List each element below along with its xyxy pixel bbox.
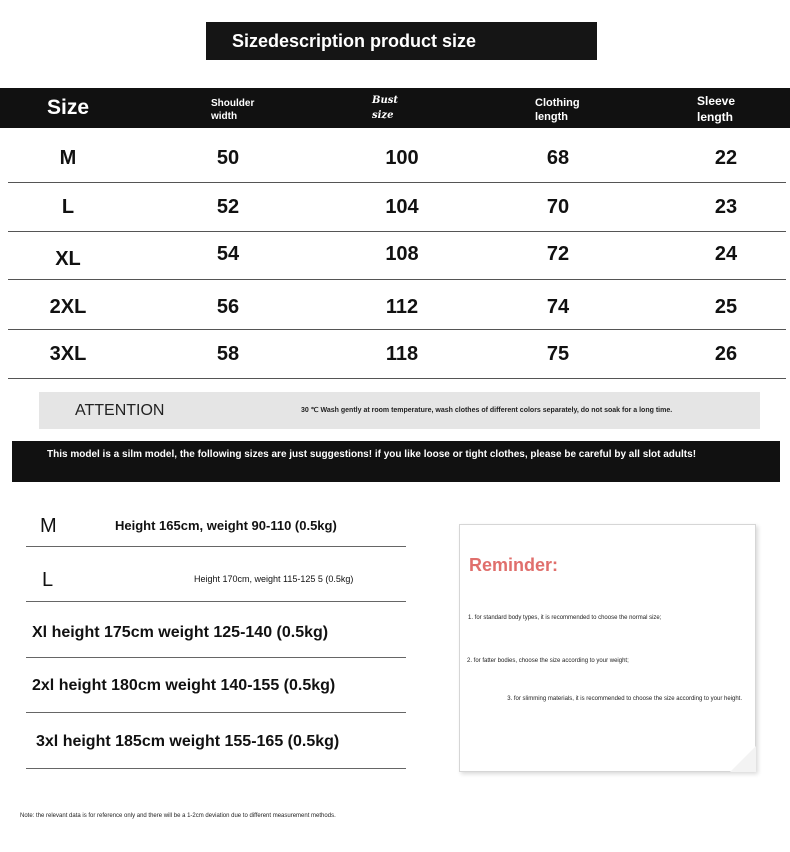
page-curl-decoration	[730, 746, 756, 772]
cell-shoulder: 58	[216, 343, 240, 365]
cell-shoulder: 50	[216, 147, 240, 169]
suggestion-divider	[26, 712, 406, 713]
reminder-card	[459, 524, 756, 772]
size-table-header	[0, 88, 790, 128]
cell-sleeve: 23	[714, 196, 738, 218]
cell-bust: 104	[385, 196, 419, 218]
cell-sleeve: 25	[714, 296, 738, 318]
cell-clothing: 68	[546, 147, 570, 169]
suggestion-2xl-text: 2xl height 180cm weight 140-155 (0.5kg)	[32, 677, 336, 694]
suggestion-l-letter: L	[42, 569, 54, 591]
cell-sleeve: 26	[714, 343, 738, 365]
suggestion-divider	[26, 768, 406, 769]
suggestion-3xl-text: 3xl height 185cm weight 155-165 (0.5kg)	[36, 733, 340, 750]
row-divider	[8, 378, 786, 379]
footnote: Note: the relevant data is for reference only and there will be a 1-2cm deviation due to different measurement methods.	[20, 813, 336, 819]
reminder-title: Reminder:	[469, 555, 559, 575]
table-row	[0, 343, 790, 393]
row-divider	[8, 231, 786, 232]
header-sleeve-length: Sleeve length	[697, 94, 736, 124]
table-row	[0, 243, 790, 293]
cell-bust: 118	[385, 343, 419, 365]
cell-size: 2XL	[49, 296, 87, 318]
row-divider	[8, 279, 786, 280]
suggestion-m-text: Height 165cm, weight 90-110 (0.5kg)	[115, 518, 337, 533]
header-bust-size: Bust size	[372, 95, 398, 121]
suggestion-divider	[26, 657, 406, 658]
reminder-item: 1. for standard body types, it is recommended to choose the normal size;	[468, 615, 662, 621]
suggestion-l-text: Height 170cm, weight 115-125 5 (0.5kg)	[194, 574, 354, 584]
cell-clothing: 70	[546, 196, 570, 218]
row-divider	[8, 329, 786, 330]
cell-shoulder: 52	[216, 196, 240, 218]
cell-bust: 100	[385, 147, 419, 169]
cell-sleeve: 22	[714, 147, 738, 169]
cell-clothing: 74	[546, 296, 570, 318]
suggestion-divider	[26, 601, 406, 602]
attention-banner	[39, 392, 760, 429]
cell-size: M	[59, 147, 77, 169]
wash-instructions: 30 ℃ Wash gently at room temperature, wash clothes of different colors separately, do not soak for a long time.	[301, 407, 673, 414]
attention-label: ATTENTION	[75, 402, 165, 419]
cell-shoulder: 56	[216, 296, 240, 318]
page-title: Sizedescription product size	[206, 22, 597, 60]
cell-shoulder: 54	[216, 243, 240, 265]
cell-sleeve: 24	[714, 243, 738, 265]
cell-bust: 108	[385, 243, 419, 265]
cell-clothing: 72	[546, 243, 570, 265]
cell-clothing: 75	[546, 343, 570, 365]
table-row	[0, 196, 790, 246]
reminder-item: 2. for fatter bodies, choose the size according to your weight;	[467, 658, 629, 664]
row-divider	[8, 182, 786, 183]
table-row	[0, 147, 790, 197]
cell-size: XL	[55, 248, 81, 270]
suggestion-divider	[26, 546, 406, 547]
cell-size: 3XL	[49, 343, 87, 365]
suggestion-xl-text: Xl height 175cm weight 125-140 (0.5kg)	[32, 624, 329, 641]
header-clothing-length: Clothing length	[535, 97, 580, 123]
model-note-banner: This model is a silm model, the following sizes are just suggestions! if you like loose or tight clothes, please be careful by all slot adults!	[12, 441, 780, 482]
header-shoulder-width: Shoulder width	[211, 98, 255, 122]
table-row	[0, 296, 790, 346]
cell-bust: 112	[385, 296, 419, 318]
reminder-item: 3. for slimming materials, it is recommended to choose the size according to your height.	[507, 696, 742, 702]
cell-size: L	[61, 196, 75, 218]
suggestion-m-letter: M	[40, 515, 57, 537]
header-size: Size	[47, 96, 90, 119]
